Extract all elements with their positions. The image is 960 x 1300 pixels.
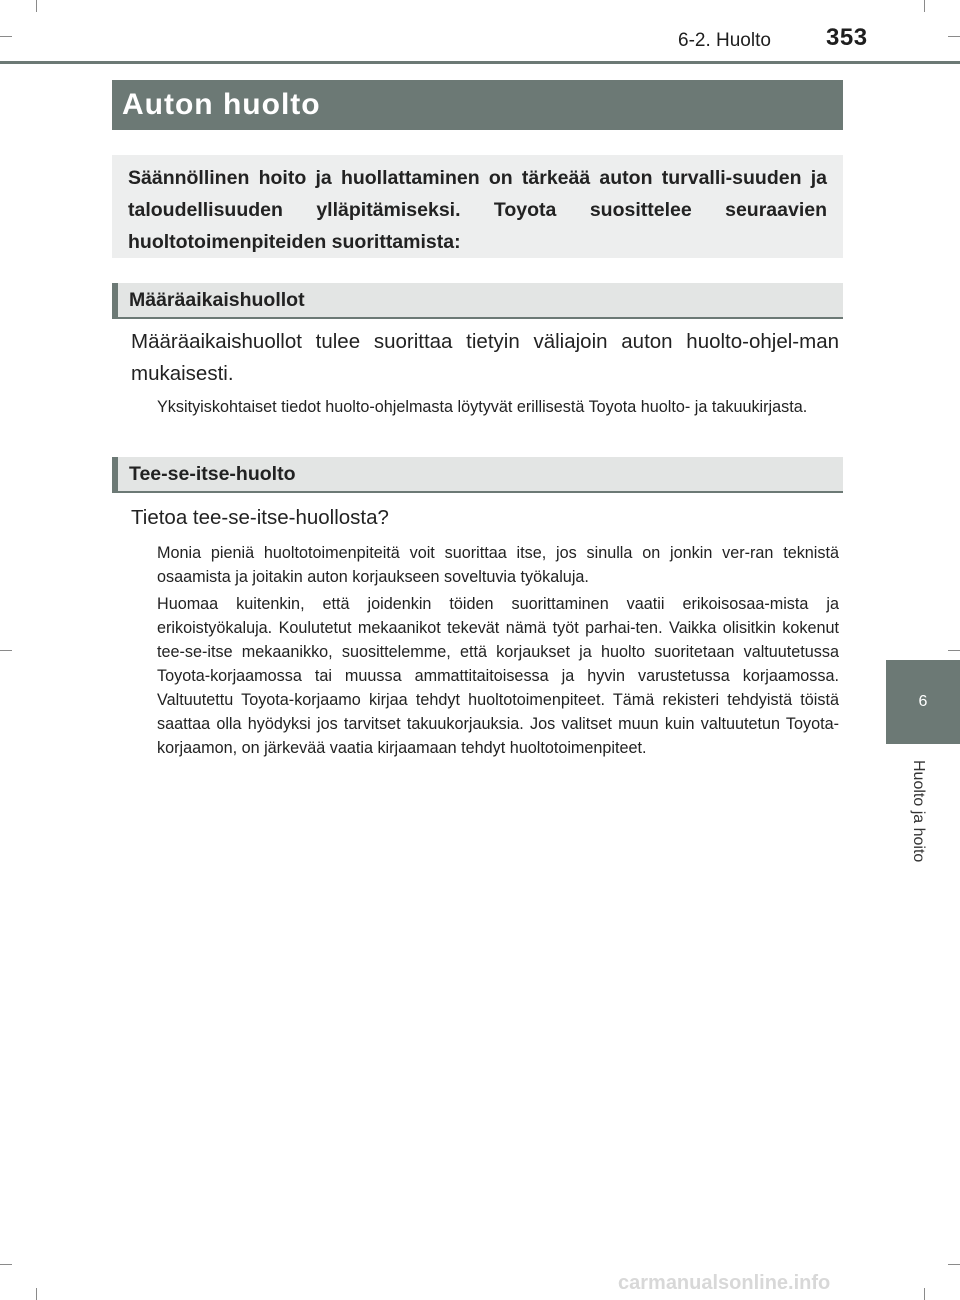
section-heading-maaraaikaishuollot: Määräaikaishuollot	[112, 283, 843, 319]
crop-mark	[0, 1264, 12, 1265]
section-lead: Määräaikaishuollot tulee suorittaa tietyin väliajoin auton huolto-ohjel-man mukaisesti.	[131, 330, 839, 385]
crop-mark	[948, 36, 960, 37]
intro-text: Säännöllinen hoito ja huollattaminen on tärkeää auton turvalli-suuden ja taloudellisuuden ylläpitämiseksi. Toyota suosittelee seuraavien huoltotoimenpiteiden suorittamista:	[128, 167, 827, 253]
crop-mark	[36, 1288, 37, 1300]
chapter-tab: 6	[886, 660, 960, 744]
section-lead: Tietoa tee-se-itse-huollosta?	[131, 506, 389, 529]
crop-mark	[948, 1264, 960, 1265]
crop-mark	[0, 650, 12, 651]
section-paragraph: Yksityiskohtaiset tiedot huolto-ohjelmasta löytyvät erillisestä Toyota huolto- ja takuukirjasta.	[157, 398, 808, 416]
intro-box	[112, 155, 843, 258]
header-rule	[0, 61, 960, 64]
crop-mark	[36, 0, 37, 12]
section-heading-tee-se-itse-huolto: Tee-se-itse-huolto	[112, 457, 843, 493]
crop-mark	[948, 650, 960, 651]
crop-mark	[924, 1288, 925, 1300]
crop-mark	[0, 36, 12, 37]
chapter-tab-label: Huolto ja hoito	[910, 760, 927, 863]
footer-watermark: carmanualsonline.info	[618, 1272, 831, 1294]
section-paragraph: Huomaa kuitenkin, että joidenkin töiden suorittaminen vaatii erikoisosaa-mista ja erikoistyökaluja. Koulutetut mekaanikot tekevät nämä työt parhai-ten. Vaikka olisitkin kokenut tee-se-itse mekaanikko, suosittelemme, että korjaukset ja huolto suoritetaan valtuutetussa Toyota-korjaamossa tai muussa ammattitaitoisessa ja hyvin varustetussa korjaamossa. Valtuutettu Toyota-korjaamo kirjaa tehdyt huoltotoimenpiteet. Tämä rekisteri tehdyistä töistä saattaa olla hyödyksi jos tarvitset takuukorjauksia. Jos valitset muun kuin valtuutetun Toyota-korjaamon, on järkevää vaatia kirjaamaan tehdyt huoltotoimenpiteet.	[157, 595, 839, 757]
page-number: 353	[826, 24, 868, 51]
crop-mark	[924, 0, 925, 12]
page-title: Auton huolto	[112, 80, 843, 130]
section-label: 6-2. Huolto	[678, 30, 771, 51]
section-paragraph: Monia pieniä huoltotoimenpiteitä voit suorittaa itse, jos sinulla on jonkin ver-ran teknistä osaamista ja joitakin auton korjaukseen soveltuvia työkaluja.	[157, 544, 839, 586]
